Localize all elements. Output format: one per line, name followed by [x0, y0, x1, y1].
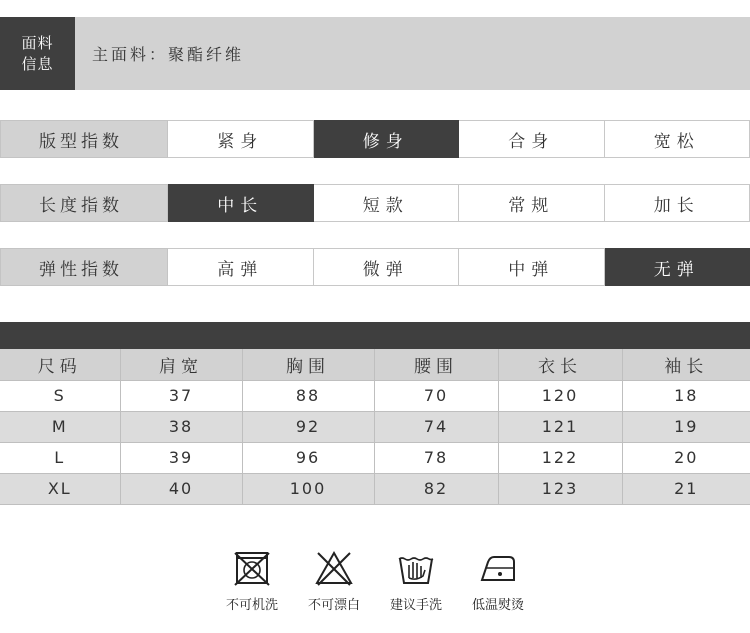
table-cell: 74 [374, 411, 498, 442]
table-cell: M [0, 411, 120, 442]
table-cell: 78 [374, 442, 498, 473]
table-cell: 121 [498, 411, 622, 442]
size-table [0, 349, 750, 505]
table-row [0, 411, 750, 442]
fit-option-selected: 修身 [314, 120, 460, 158]
header-chest: 胸围 [242, 349, 374, 380]
table-cell: 120 [498, 380, 622, 411]
elasticity-option-selected: 无弹 [605, 248, 750, 286]
table-cell: 123 [498, 473, 622, 504]
header-length: 衣长 [498, 349, 622, 380]
header-shoulder: 肩宽 [120, 349, 242, 380]
table-cell: 37 [120, 380, 242, 411]
no-machine-wash-icon [232, 550, 272, 586]
length-index-label: 长度指数 [0, 184, 168, 222]
length-index-row [0, 184, 750, 222]
care-hand-wash [376, 550, 456, 613]
fabric-info [0, 17, 750, 90]
elasticity-option: 中弹 [459, 248, 605, 286]
header-waist: 腰围 [374, 349, 498, 380]
fit-index-row [0, 120, 750, 158]
table-cell: 82 [374, 473, 498, 504]
size-table-header-row [0, 349, 750, 380]
table-cell: 92 [242, 411, 374, 442]
fit-option: 合身 [459, 120, 605, 158]
header-size: 尺码 [0, 349, 120, 380]
table-cell: S [53, 386, 66, 405]
table-cell: 70 [374, 380, 498, 411]
length-option-selected: 中长 [168, 184, 314, 222]
size-table-header-bar [0, 322, 750, 349]
fabric-value: 主面料：聚酯纤维 [92, 45, 245, 64]
table-cell: 39 [120, 442, 242, 473]
table-row [0, 442, 750, 473]
care-label: 不可漂白 [307, 598, 360, 613]
care-no-machine-wash [212, 550, 292, 613]
table-cell: XL [0, 473, 120, 504]
fabric-label-line2: 信息 [21, 54, 54, 73]
table-cell: 38 [120, 411, 242, 442]
care-label: 低温熨烫 [471, 598, 524, 613]
table-cell: 21 [622, 473, 750, 504]
table-cell: 18 [622, 380, 750, 411]
table-cell: 96 [242, 442, 374, 473]
care-no-bleach [294, 550, 374, 613]
table-cell: 88 [242, 380, 374, 411]
header-sleeve: 袖长 [622, 349, 750, 380]
table-row [0, 380, 750, 411]
fit-index-label: 版型指数 [0, 120, 168, 158]
no-bleach-icon [314, 550, 354, 586]
table-cell: L [54, 448, 66, 467]
table-cell: 19 [622, 411, 750, 442]
fabric-info-label [0, 17, 75, 90]
care-label: 不可机洗 [225, 598, 278, 613]
table-row [0, 473, 750, 504]
low-iron-icon [478, 550, 518, 586]
fabric-label-line1: 面料 [21, 33, 54, 52]
length-option: 短款 [314, 184, 460, 222]
elasticity-option: 微弹 [314, 248, 460, 286]
table-cell: 20 [622, 442, 750, 473]
table-cell: 100 [242, 473, 374, 504]
fit-option: 紧身 [168, 120, 314, 158]
fit-option: 宽松 [605, 120, 750, 158]
elasticity-option: 高弹 [168, 248, 314, 286]
table-cell: 122 [498, 442, 622, 473]
length-option: 加长 [605, 184, 750, 222]
length-option: 常规 [459, 184, 605, 222]
elasticity-index-row [0, 248, 750, 286]
elasticity-index-label: 弹性指数 [0, 248, 168, 286]
care-low-iron [458, 550, 538, 613]
hand-wash-icon [396, 550, 436, 586]
table-cell: 40 [120, 473, 242, 504]
care-label: 建议手洗 [389, 598, 442, 613]
